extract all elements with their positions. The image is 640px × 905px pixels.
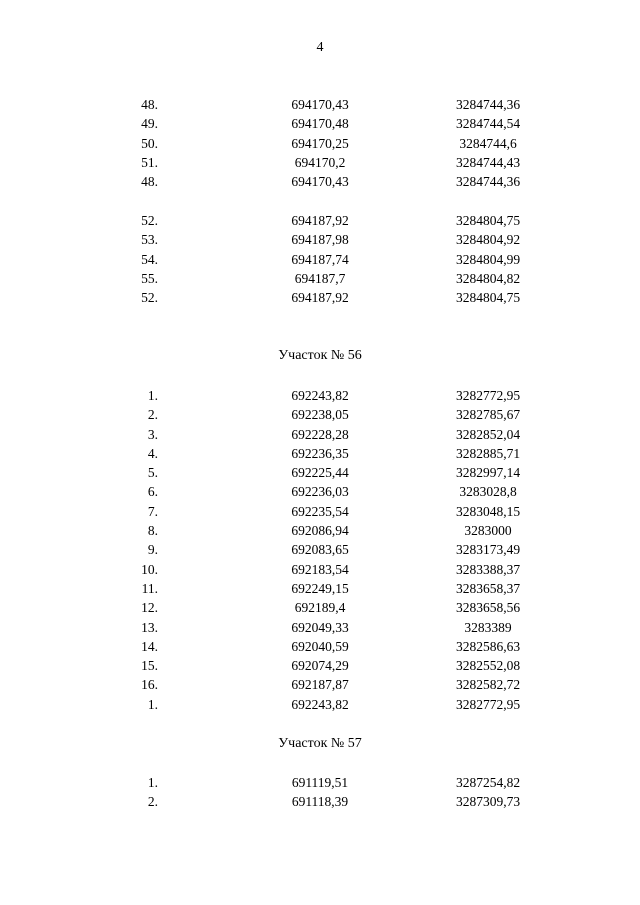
point-number: 48. xyxy=(141,174,158,190)
point-number: 10. xyxy=(141,561,158,577)
table-row xyxy=(0,773,640,792)
coordinate-table-plot-56 xyxy=(0,386,640,714)
coordinate-x: 692040,59 xyxy=(291,638,349,654)
coordinate-x: 692187,87 xyxy=(291,677,349,693)
coordinate-y: 3283028,8 xyxy=(459,484,517,500)
table-row xyxy=(0,656,640,675)
coordinate-y: 3282885,71 xyxy=(455,445,521,461)
coordinate-y: 3282772,95 xyxy=(455,388,521,403)
point-number: 4. xyxy=(147,445,158,461)
point-number: 52. xyxy=(141,213,158,228)
point-number: 53. xyxy=(141,232,158,248)
table-row xyxy=(0,288,640,307)
coordinate-y: 3282552,08 xyxy=(455,658,521,674)
coordinate-y: 3282785,67 xyxy=(455,407,521,423)
coordinate-x: 692249,15 xyxy=(291,580,349,596)
coordinate-y: 3283388,37 xyxy=(455,561,521,577)
table-row xyxy=(0,172,640,191)
point-number: 51. xyxy=(141,154,158,170)
table-row xyxy=(0,695,640,714)
coordinate-y: 3283658,37 xyxy=(455,580,521,596)
table-row xyxy=(0,521,640,540)
coordinate-table-group-1 xyxy=(0,95,640,191)
coordinate-y: 3283000 xyxy=(464,523,512,539)
coordinate-y: 3282852,04 xyxy=(455,426,521,442)
point-number: 12. xyxy=(141,600,158,616)
coordinate-table-group-2 xyxy=(0,211,640,307)
coordinate-y: 3284744,54 xyxy=(455,116,521,132)
coordinate-x: 692236,03 xyxy=(291,484,349,500)
coordinate-x: 691118,39 xyxy=(291,794,349,810)
coordinate-x: 694187,92 xyxy=(291,213,349,228)
coordinate-y: 3284804,75 xyxy=(455,290,521,306)
point-number: 50. xyxy=(141,135,158,151)
coordinate-x: 692074,29 xyxy=(291,658,349,674)
point-number: 14. xyxy=(141,638,158,654)
coordinate-x: 692228,28 xyxy=(291,426,349,442)
point-number: 52. xyxy=(141,290,158,306)
point-number: 3. xyxy=(147,426,158,442)
section-title-plot-57: Участок № 57 xyxy=(278,736,362,751)
point-number: 1. xyxy=(147,775,158,790)
point-number: 55. xyxy=(141,270,158,286)
coordinate-y: 3283048,15 xyxy=(455,503,521,519)
table-row xyxy=(0,425,640,444)
table-row xyxy=(0,560,640,579)
table-row xyxy=(0,114,640,133)
point-number: 49. xyxy=(141,116,158,132)
table-row xyxy=(0,444,640,463)
point-number: 5. xyxy=(147,465,158,481)
coordinate-x: 692183,54 xyxy=(291,561,349,577)
coordinate-y: 3283389 xyxy=(464,619,512,635)
coordinate-x: 692225,44 xyxy=(291,465,349,481)
coordinate-y: 3283658,56 xyxy=(455,600,521,616)
coordinate-y: 3282997,14 xyxy=(455,465,521,481)
point-number: 16. xyxy=(141,677,158,693)
coordinate-y: 3282772,95 xyxy=(455,696,521,712)
point-number: 7. xyxy=(147,503,158,519)
point-number: 6. xyxy=(147,484,158,500)
point-number: 11. xyxy=(141,580,158,596)
coordinate-y: 3284744,36 xyxy=(455,174,521,190)
table-row xyxy=(0,618,640,637)
point-number: 15. xyxy=(141,658,158,674)
table-row xyxy=(0,405,640,424)
table-row xyxy=(0,211,640,230)
point-number: 2. xyxy=(147,407,158,423)
coordinate-x: 692086,94 xyxy=(291,523,349,539)
table-row xyxy=(0,637,640,656)
coordinate-y: 3282582,72 xyxy=(455,677,521,693)
coordinate-x: 694170,25 xyxy=(291,135,349,151)
table-row xyxy=(0,463,640,482)
point-number: 13. xyxy=(141,619,158,635)
point-number: 1. xyxy=(147,696,158,712)
point-number: 1. xyxy=(147,388,158,403)
coordinate-x: 692243,82 xyxy=(291,388,349,403)
coordinate-x: 694187,74 xyxy=(291,251,349,267)
coordinate-y: 3282586,63 xyxy=(455,638,521,654)
coordinate-x: 694187,7 xyxy=(294,270,346,286)
point-number: 8. xyxy=(147,523,158,539)
coordinate-x: 692236,35 xyxy=(291,445,349,461)
point-number: 2. xyxy=(147,794,158,810)
page-number: 4 xyxy=(316,40,324,55)
section-title-plot-56: Участок № 56 xyxy=(278,348,362,363)
table-row xyxy=(0,386,640,405)
table-row xyxy=(0,250,640,269)
coordinate-x: 692189,4 xyxy=(294,600,346,616)
coordinate-x: 692235,54 xyxy=(291,503,349,519)
coordinate-x: 692083,65 xyxy=(291,542,349,558)
coordinate-table-plot-57 xyxy=(0,773,640,812)
coordinate-x: 694170,43 xyxy=(291,97,349,112)
coordinate-y: 3284744,6 xyxy=(459,135,517,151)
table-row xyxy=(0,540,640,559)
coordinate-y: 3284804,82 xyxy=(455,270,521,286)
table-row xyxy=(0,792,640,811)
coordinate-y: 3284744,43 xyxy=(455,154,521,170)
table-row xyxy=(0,269,640,288)
table-row xyxy=(0,95,640,114)
coordinate-x: 692243,82 xyxy=(291,696,349,712)
table-row xyxy=(0,502,640,521)
table-row xyxy=(0,675,640,694)
coordinate-y: 3283173,49 xyxy=(455,542,521,558)
coordinate-y: 3287309,73 xyxy=(455,794,521,810)
coordinate-y: 3284744,36 xyxy=(455,97,521,112)
coordinate-y: 3284804,75 xyxy=(455,213,521,228)
coordinate-x: 694187,92 xyxy=(291,290,349,306)
table-row xyxy=(0,230,640,249)
coordinate-x: 694187,98 xyxy=(291,232,349,248)
table-row xyxy=(0,579,640,598)
point-number: 9. xyxy=(147,542,158,558)
table-row xyxy=(0,134,640,153)
point-number: 54. xyxy=(141,251,158,267)
coordinate-y: 3284804,99 xyxy=(455,251,521,267)
coordinate-y: 3284804,92 xyxy=(455,232,521,248)
table-row xyxy=(0,482,640,501)
point-number: 48. xyxy=(141,97,158,112)
coordinate-x: 694170,43 xyxy=(291,174,349,190)
coordinate-x: 694170,2 xyxy=(294,154,346,170)
coordinate-x: 691119,51 xyxy=(291,775,349,790)
coordinate-x: 692049,33 xyxy=(291,619,349,635)
table-row xyxy=(0,598,640,617)
coordinate-x: 694170,48 xyxy=(291,116,349,132)
coordinate-y: 3287254,82 xyxy=(455,775,521,790)
coordinate-x: 692238,05 xyxy=(291,407,349,423)
table-row xyxy=(0,153,640,172)
